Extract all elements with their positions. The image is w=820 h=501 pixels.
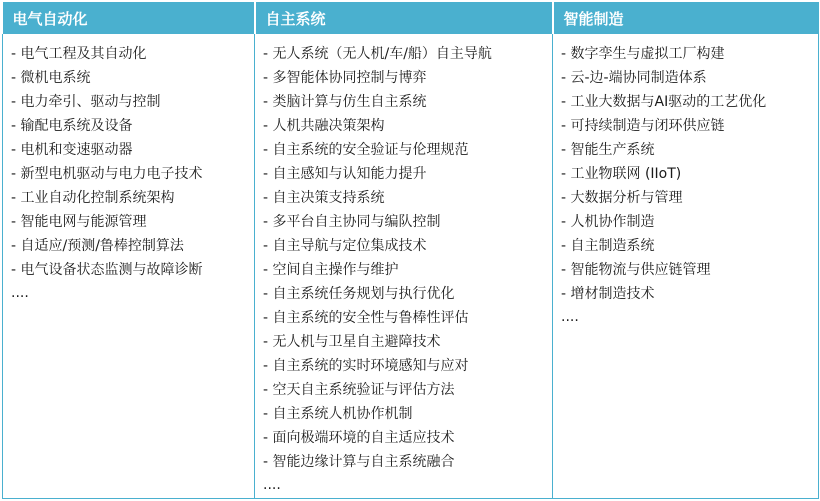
topic-list-electrical-automation [11, 42, 254, 306]
topic-item: - 自主系统任务规划与执行优化 [263, 286, 455, 302]
column-cell-electrical-automation [3, 34, 255, 499]
topic-item: - 多平台自主协同与编队控制 [263, 214, 441, 230]
topic-item: - 无人机与卫星自主避障技术 [263, 334, 441, 350]
more-ellipsis: .... [561, 309, 579, 325]
topic-item: - 自主系统的实时环境感知与应对 [263, 358, 469, 374]
body-row [3, 34, 819, 499]
more-ellipsis: .... [11, 285, 29, 301]
topic-item: - 电力牵引、驱动与控制 [11, 94, 161, 110]
topic-item: - 微机电系统 [11, 70, 91, 86]
more-ellipsis: .... [263, 477, 281, 493]
topic-item: - 智能电网与能源管理 [11, 214, 147, 230]
topic-item: - 输配电系统及设备 [11, 118, 133, 134]
topic-item: - 数字孪生与虚拟工厂构建 [561, 46, 725, 62]
topic-item: - 可持续制造与闭环供应链 [561, 118, 725, 134]
topic-item: - 空间自主操作与维护 [263, 262, 399, 278]
topic-item: - 类脑计算与仿生自主系统 [263, 94, 427, 110]
topic-item: - 自主感知与认知能力提升 [263, 166, 427, 182]
topic-item: - 多智能体协同控制与博弈 [263, 70, 427, 86]
topic-item: - 工业自动化控制系统架构 [11, 190, 175, 206]
topic-item: - 工业大数据与AI驱动的工艺优化 [561, 94, 767, 110]
topic-item: - 增材制造技术 [561, 286, 655, 302]
topic-item: - 人机协作制造 [561, 214, 655, 230]
topic-item: - 智能生产系统 [561, 142, 655, 158]
topic-item: - 工业物联网 (IIoT) [561, 166, 682, 182]
column-header-autonomous-systems: 自主系统 [255, 2, 553, 34]
topic-item: - 自主系统的安全性与鲁棒性评估 [263, 310, 469, 326]
topic-item: - 空天自主系统验证与评估方法 [263, 382, 455, 398]
topic-item: - 自主导航与定位集成技术 [263, 238, 427, 254]
topic-item: - 电气工程及其自动化 [11, 46, 147, 62]
topic-list-intelligent-manufacturing [561, 42, 818, 330]
topic-item: - 智能物流与供应链管理 [561, 262, 711, 278]
topic-item: - 自主制造系统 [561, 238, 655, 254]
topic-item: - 面向极端环境的自主适应技术 [263, 430, 455, 446]
topic-item: - 电气设备状态监测与故障诊断 [11, 262, 203, 278]
topic-item: - 自适应/预测/鲁棒控制算法 [11, 238, 184, 254]
topic-list-autonomous-systems [263, 42, 552, 498]
topic-item: - 自主系统的安全验证与伦理规范 [263, 142, 469, 158]
header-row [3, 2, 819, 34]
topic-item: - 自主系统人机协作机制 [263, 406, 413, 422]
column-cell-intelligent-manufacturing [553, 34, 819, 499]
topic-item: - 无人系统（无人机/车/船）自主导航 [263, 46, 492, 62]
topic-table [2, 2, 819, 499]
topic-item: - 人机共融决策架构 [263, 118, 385, 134]
column-cell-autonomous-systems [255, 34, 553, 499]
topic-item: - 智能边缘计算与自主系统融合 [263, 454, 455, 470]
topic-item: - 新型电机驱动与电力电子技术 [11, 166, 203, 182]
topic-item: - 云-边-端协同制造体系 [561, 70, 707, 86]
column-header-electrical-automation: 电气自动化 [3, 2, 255, 34]
column-header-intelligent-manufacturing: 智能制造 [553, 2, 819, 34]
topic-item: - 自主决策支持系统 [263, 190, 385, 206]
topic-item: - 大数据分析与管理 [561, 190, 683, 206]
topic-item: - 电机和变速驱动器 [11, 142, 133, 158]
